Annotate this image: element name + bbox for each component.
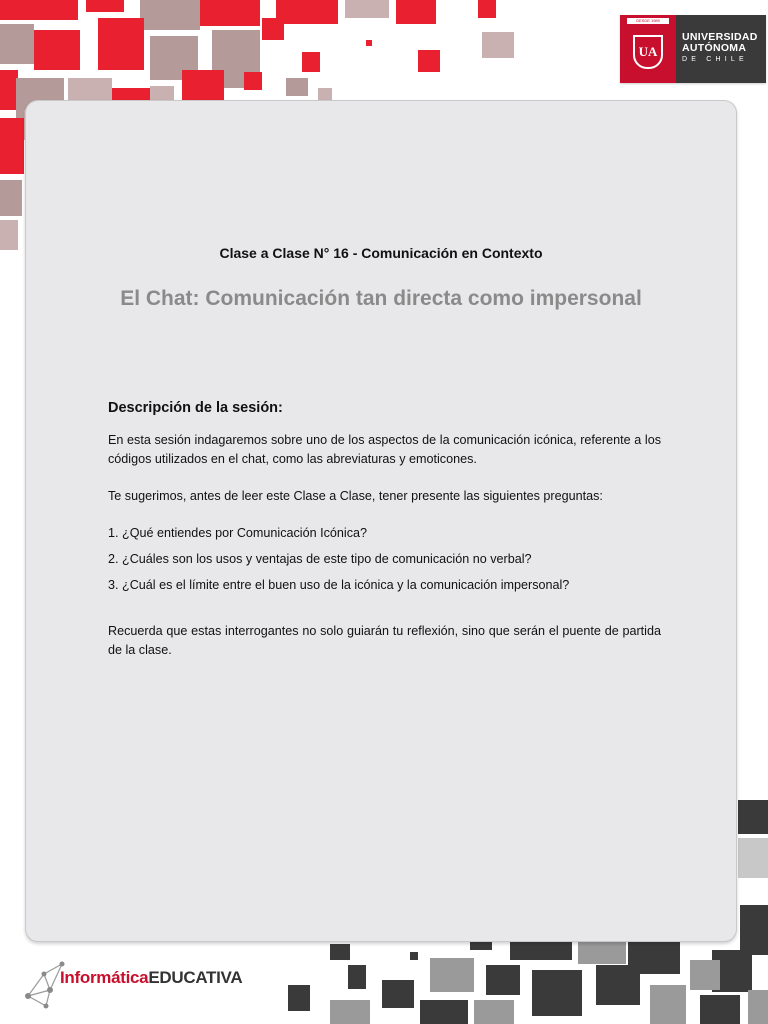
question-item: 1. ¿Qué entiendes por Comunicación Icónica? xyxy=(108,526,368,540)
logo-tag: DESDE 1989 xyxy=(627,18,669,24)
universidad-autonoma-logo xyxy=(620,15,766,83)
question-item: 2. ¿Cuáles son los usos y ventajas de este tipo de comunicación no verbal? xyxy=(108,552,532,566)
logo-text-block xyxy=(676,15,766,83)
class-subtitle: Clase a Clase N° 16 - Comunicación en Contexto xyxy=(219,245,543,261)
brand-wordmark xyxy=(60,968,242,988)
session-description xyxy=(108,399,661,678)
section-heading: Descripción de la sesión: xyxy=(108,400,283,416)
logo-red-block xyxy=(620,15,676,83)
question-item: 3. ¿Cuál es el límite entre el buen uso de la icónica y la comunicación impersonal? xyxy=(108,578,570,592)
question-list xyxy=(108,524,661,595)
closing-paragraph: Recuerda que estas interrogantes no solo guiarán tu reflexión, sino que serán el puente de partida de la clase. xyxy=(108,624,661,657)
intro-paragraph: En esta sesión indagaremos sobre uno de los aspectos de la comunicación icónica, referente a los códigos utilizados en el chat, como las abreviaturas y emoticones. xyxy=(108,433,661,466)
logo-line3: DE CHILE xyxy=(682,56,748,63)
brand-part1: Informática xyxy=(60,968,149,987)
suggestion-paragraph: Te sugerimos, antes de leer este Clase a Clase, tener presente las siguientes preguntas: xyxy=(108,489,603,503)
content-card xyxy=(25,100,737,942)
document-title: El Chat: Comunicación tan directa como impersonal xyxy=(120,287,642,310)
logo-line2: AUTÓNOMA xyxy=(682,42,747,54)
informatica-educativa-logo xyxy=(22,956,282,1012)
brand-part2: EDUCATIVA xyxy=(148,968,243,987)
logo-shield-icon: UA xyxy=(633,35,663,69)
logo-line1: UNIVERSIDAD xyxy=(682,31,758,43)
